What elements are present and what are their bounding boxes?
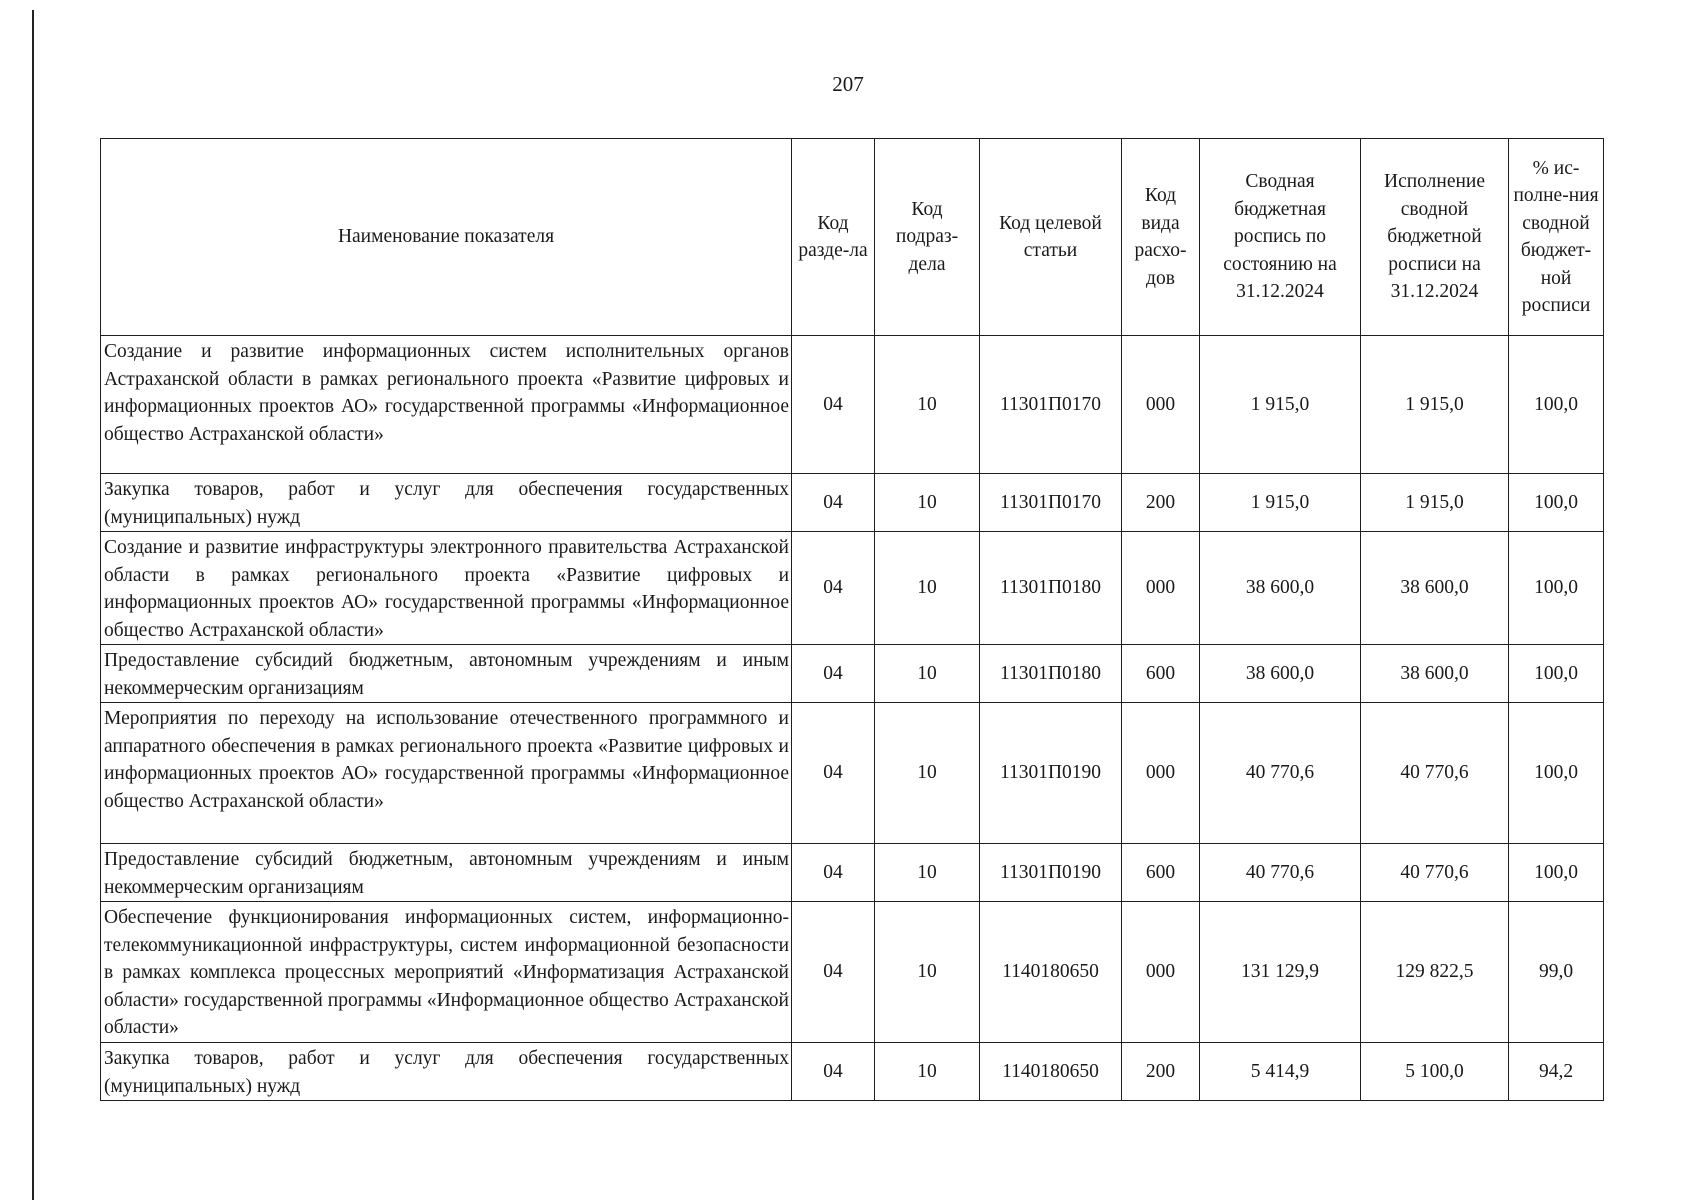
header-section-code: Код разде-ла [792,139,875,336]
row-expense-type-code: 000 [1122,703,1200,844]
row-percent: 100,0 [1509,474,1604,532]
row-percent: 100,0 [1509,844,1604,902]
header-name: Наименование показателя [101,139,792,336]
row-expense-type-code: 200 [1122,474,1200,532]
row-target-code: 11301П0180 [980,645,1122,703]
row-section-code: 04 [792,532,875,645]
table-row [101,703,1604,844]
row-subsection-code: 10 [875,1043,980,1101]
row-section-code: 04 [792,474,875,532]
row-percent: 94,2 [1509,1043,1604,1101]
row-percent: 100,0 [1509,336,1604,474]
row-expense-type-code: 000 [1122,902,1200,1043]
row-execution: 40 770,6 [1361,703,1509,844]
row-name: Предоставление субсидий бюджетным, автономным учреждениям и иным некоммерческим организациям [101,645,792,703]
row-section-code: 04 [792,902,875,1043]
row-name: Обеспечение функционирования информационных систем, информационно-телекоммуникационной инфраструктуры, систем информационной безопасности в рамках комплекса процессных мероприятий «Информатизация Астраханской области» государственной программы «Информационное общество Астраханской области» [101,902,792,1043]
row-subsection-code: 10 [875,336,980,474]
row-expense-type-code: 200 [1122,1043,1200,1101]
row-subsection-code: 10 [875,474,980,532]
header-execution: Исполнение сводной бюджетной росписи на 31.12.2024 [1361,139,1509,336]
table-row [101,902,1604,1043]
row-execution: 5 100,0 [1361,1043,1509,1101]
row-target-code: 1140180650 [980,902,1122,1043]
row-budget: 1 915,0 [1200,336,1361,474]
row-name: Предоставление субсидий бюджетным, автономным учреждениям и иным некоммерческим организациям [101,844,792,902]
row-subsection-code: 10 [875,703,980,844]
left-margin-line [32,10,34,1200]
row-expense-type-code: 000 [1122,336,1200,474]
row-subsection-code: 10 [875,532,980,645]
row-target-code: 11301П0170 [980,474,1122,532]
header-execution-percent: % ис-полне-ния сводной бюджет-ной росписи [1509,139,1604,336]
row-budget: 131 129,9 [1200,902,1361,1043]
header-budget-schedule: Сводная бюджетная роспись по состоянию на 31.12.2024 [1200,139,1361,336]
row-budget: 5 414,9 [1200,1043,1361,1101]
row-section-code: 04 [792,336,875,474]
row-section-code: 04 [792,1043,875,1101]
page-number: 207 [832,72,864,96]
row-expense-type-code: 600 [1122,844,1200,902]
row-budget: 1 915,0 [1200,474,1361,532]
row-percent: 100,0 [1509,703,1604,844]
row-name: Создание и развитие информационных систем исполнительных органов Астраханской области в рамках регионального проекта «Развитие цифровых и информационных проектов АО» государственной программы «Информационное общество Астраханской области» [101,336,792,474]
table-row [101,844,1604,902]
row-percent: 100,0 [1509,645,1604,703]
row-section-code: 04 [792,645,875,703]
row-target-code: 11301П0190 [980,844,1122,902]
row-section-code: 04 [792,703,875,844]
row-budget: 40 770,6 [1200,844,1361,902]
table-row [101,1043,1604,1101]
row-target-code: 11301П0180 [980,532,1122,645]
row-name: Закупка товаров, работ и услуг для обеспечения государственных (муниципальных) нужд [101,474,792,532]
row-execution: 38 600,0 [1361,645,1509,703]
row-expense-type-code: 600 [1122,645,1200,703]
row-execution: 1 915,0 [1361,474,1509,532]
row-name: Создание и развитие инфраструктуры электронного правительства Астраханской области в рамках регионального проекта «Развитие цифровых и информационных проектов АО» государственной программы «Информационное общество Астраханской области» [101,532,792,645]
row-execution: 129 822,5 [1361,902,1509,1043]
row-subsection-code: 10 [875,844,980,902]
row-budget: 40 770,6 [1200,703,1361,844]
header-expense-type-code: Код вида расхо-дов [1122,139,1200,336]
row-name: Закупка товаров, работ и услуг для обеспечения государственных (муниципальных) нужд [101,1043,792,1101]
row-execution: 1 915,0 [1361,336,1509,474]
row-name: Мероприятия по переходу на использование отечественного программного и аппаратного обеспечения в рамках регионального проекта «Развитие цифровых и информационных проектов АО» государственной программы «Информационное общество Астраханской области» [101,703,792,844]
budget-execution-table [100,138,1604,1101]
row-percent: 100,0 [1509,532,1604,645]
row-expense-type-code: 000 [1122,532,1200,645]
row-percent: 99,0 [1509,902,1604,1043]
table-header-row [101,139,1604,336]
row-subsection-code: 10 [875,902,980,1043]
header-subsection-code: Код подраз-дела [875,139,980,336]
table-row [101,645,1604,703]
table-row [101,532,1604,645]
header-target-code: Код целевой статьи [980,139,1122,336]
table-row [101,474,1604,532]
row-target-code: 11301П0190 [980,703,1122,844]
row-execution: 38 600,0 [1361,532,1509,645]
table-row [101,336,1604,474]
row-execution: 40 770,6 [1361,844,1509,902]
row-budget: 38 600,0 [1200,532,1361,645]
row-target-code: 1140180650 [980,1043,1122,1101]
row-section-code: 04 [792,844,875,902]
row-target-code: 11301П0170 [980,336,1122,474]
row-subsection-code: 10 [875,645,980,703]
row-budget: 38 600,0 [1200,645,1361,703]
